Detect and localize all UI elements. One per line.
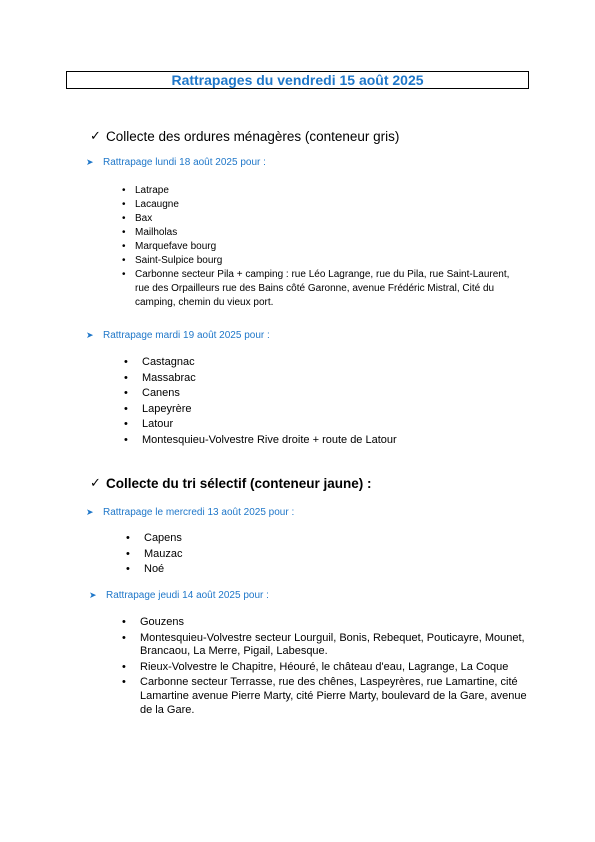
list-item: • Bax (122, 212, 522, 226)
subsection-jeudi-heading (89, 590, 269, 601)
list-mardi (124, 355, 544, 449)
list-item: • Latrape (122, 184, 522, 198)
subsection-mardi-label: Rattrapage mardi 19 août 2025 pour : (103, 330, 270, 341)
list-item: • Lapeyrère (124, 402, 544, 418)
subsection-lundi-heading (86, 157, 266, 168)
list-item: • Gouzens (122, 616, 534, 630)
list-item: • Mauzac (126, 547, 426, 563)
arrow-right-icon: ➤ (86, 507, 94, 517)
list-item: • Castagnac (124, 355, 544, 371)
arrow-right-icon: ➤ (86, 330, 94, 340)
section-tri-title: Collecte du tri sélectif (conteneur jaune) : (106, 475, 372, 491)
section-tri-heading (90, 475, 372, 491)
subsection-jeudi-label: Rattrapage jeudi 14 août 2025 pour : (106, 590, 269, 601)
list-item: • Carbonne secteur Pila + camping : rue Léo Lagrange, rue du Pila, rue Saint-Laurent, rue des Orpailleurs rue des Bains côté Garonne, avenue Frédéric Mistral, Cité du camping, chemin du vieux port. (122, 268, 522, 310)
section-ordures-title: Collecte des ordures ménagères (conteneur gris) (106, 128, 400, 144)
list-item: • Massabrac (124, 371, 544, 387)
list-mercredi (126, 531, 426, 578)
checkmark-icon: ✓ (90, 128, 101, 143)
list-item: • Noé (126, 562, 426, 578)
list-jeudi (122, 616, 534, 717)
list-item: • Lacaugne (122, 198, 522, 212)
list-item: • Canens (124, 386, 544, 402)
list-item: • Carbonne secteur Terrasse, rue des chênes, Laspeyrères, rue Lamartine, cité Lamartine avenue Pierre Marty, cité Pierre Marty, boulevard de la Gare, avenue de la Gare. (122, 676, 534, 717)
list-item: • Rieux-Volvestre le Chapitre, Héouré, le château d'eau, Lagrange, La Coque (122, 661, 534, 675)
subsection-lundi-label: Rattrapage lundi 18 août 2025 pour : (103, 157, 266, 168)
subsection-mercredi-label: Rattrapage le mercredi 13 août 2025 pour : (103, 507, 295, 518)
page-title: Rattrapages du vendredi 15 août 2025 (171, 72, 424, 88)
arrow-right-icon: ➤ (89, 590, 97, 600)
page-title-box (66, 71, 529, 89)
list-lundi (122, 184, 522, 310)
section-ordures-heading (90, 128, 399, 144)
list-item: • Marquefave bourg (122, 240, 522, 254)
list-item: • Saint-Sulpice bourg (122, 254, 522, 268)
list-item: • Montesquieu-Volvestre Rive droite + route de Latour (124, 433, 544, 449)
list-item: • Mailholas (122, 226, 522, 240)
arrow-right-icon: ➤ (86, 157, 94, 167)
subsection-mercredi-heading (86, 507, 294, 518)
checkmark-icon: ✓ (90, 475, 101, 490)
list-item: • Latour (124, 417, 544, 433)
subsection-mardi-heading (86, 330, 270, 341)
list-item: • Montesquieu-Volvestre secteur Lourguil, Bonis, Rebequet, Pouticayre, Mounet, Brancaou, La Merre, Pigail, Labesque. (122, 632, 534, 659)
list-item: • Capens (126, 531, 426, 547)
